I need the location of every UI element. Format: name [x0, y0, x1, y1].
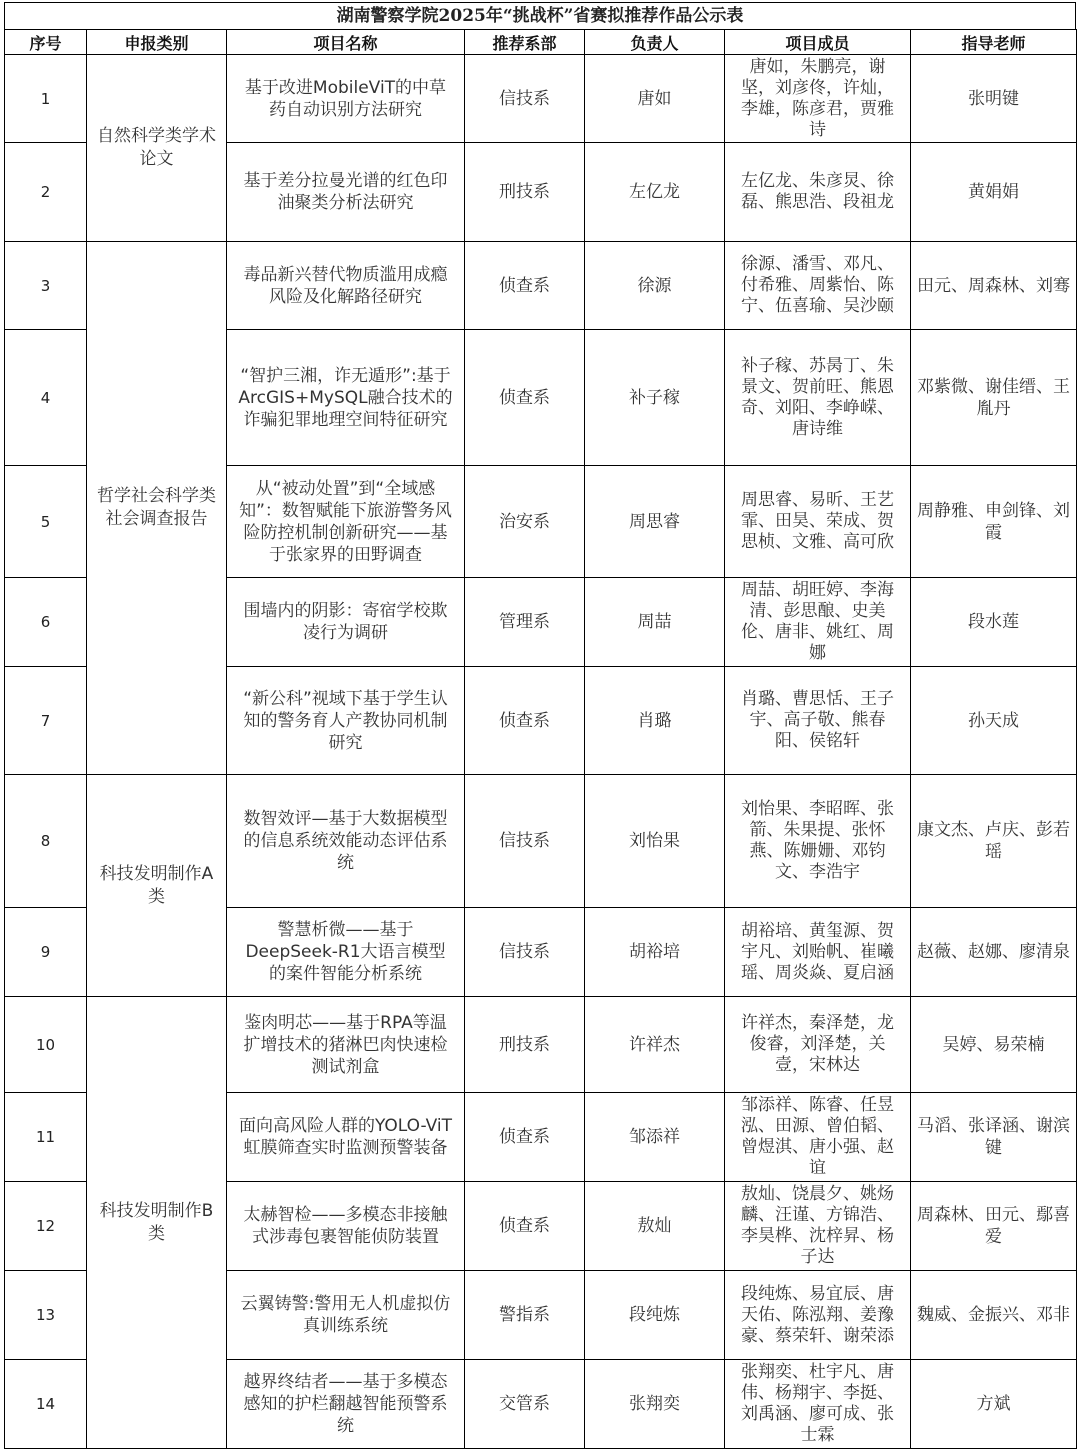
leader-cell: 邹添祥: [585, 1093, 725, 1182]
header-project-name: 项目名称: [227, 30, 465, 55]
header-row: [5, 30, 1077, 55]
members-cell: 补子稼、苏昺丁、朱景文、贺前旺、熊恩奇、刘阳、李峥嵘、唐诗维: [725, 330, 911, 466]
members-cell: 胡裕培、黄玺源、贺宇凡、刘贻帆、崔曦瑶、周炎焱、夏启涵: [725, 908, 911, 997]
announcement-sheet: [4, 2, 1076, 1449]
advisor-cell: 周森林、田元、鄢喜爱: [911, 1182, 1077, 1271]
leader-cell: 唐如: [585, 55, 725, 143]
table-title: 湖南警察学院2025年“挑战杯”省赛拟推荐作品公示表: [4, 2, 1076, 29]
department-cell: 侦查系: [465, 667, 585, 775]
advisor-cell: 周静雅、申剑锋、刘霞: [911, 466, 1077, 578]
leader-cell: 周喆: [585, 578, 725, 667]
serial-cell: 12: [5, 1182, 87, 1271]
department-cell: 刑技系: [465, 997, 585, 1093]
members-cell: 许祥杰，秦泽楚，龙俊睿，刘泽楚，关壹，宋林达: [725, 997, 911, 1093]
members-cell: 张翔奕、杜宇凡、唐伟、杨翔宇、李挺、刘禹涵、廖可成、张士霖: [725, 1360, 911, 1449]
header-department: 推荐系部: [465, 30, 585, 55]
leader-cell: 周思睿: [585, 466, 725, 578]
project-name-cell: 基于差分拉曼光谱的红色印油聚类分析法研究: [227, 143, 465, 242]
category-cell: 科技发明制作A类: [87, 775, 227, 997]
department-cell: 信技系: [465, 775, 585, 908]
department-cell: 刑技系: [465, 143, 585, 242]
advisor-cell: 邓紫微、谢佳缙、王胤丹: [911, 330, 1077, 466]
header-serial: 序号: [5, 30, 87, 55]
department-cell: 信技系: [465, 55, 585, 143]
advisor-cell: 田元、周森林、刘骞: [911, 242, 1077, 330]
project-name-cell: 太赫智检——多模态非接触式涉毒包裹智能侦防装置: [227, 1182, 465, 1271]
department-cell: 治安系: [465, 466, 585, 578]
table-row: [5, 242, 1077, 330]
project-name-cell: 鉴肉明芯——基于RPA等温扩增技术的猪淋巴肉快速检测试剂盒: [227, 997, 465, 1093]
serial-cell: 4: [5, 330, 87, 466]
serial-cell: 1: [5, 55, 87, 143]
advisor-cell: 康文杰、卢庆、彭若瑶: [911, 775, 1077, 908]
leader-cell: 胡裕培: [585, 908, 725, 997]
advisor-cell: 张明键: [911, 55, 1077, 143]
project-name-cell: 面向高风险人群的YOLO-ViT虹膜筛查实时监测预警装备: [227, 1093, 465, 1182]
project-name-cell: “智护三湘，诈无遁形”:基于ArcGIS+MySQL融合技术的诈骗犯罪地理空间特征研究: [227, 330, 465, 466]
project-name-cell: 云翼铸警:警用无人机虚拟仿真训练系统: [227, 1271, 465, 1360]
advisor-cell: 段水莲: [911, 578, 1077, 667]
header-members: 项目成员: [725, 30, 911, 55]
department-cell: 侦查系: [465, 242, 585, 330]
category-cell: 哲学社会科学类社会调查报告: [87, 242, 227, 775]
advisor-cell: 魏威、金振兴、邓非: [911, 1271, 1077, 1360]
members-cell: 刘怡果、李昭晖、张箭、朱果提、张怀燕、陈姗姗、邓钧文、李浩宇: [725, 775, 911, 908]
serial-cell: 6: [5, 578, 87, 667]
members-cell: 肖璐、曹思恬、王子宇、高子敬、熊春阳、侯铭轩: [725, 667, 911, 775]
advisor-cell: 孙天成: [911, 667, 1077, 775]
serial-cell: 8: [5, 775, 87, 908]
members-cell: 唐如，朱鹏亮，谢坚，刘彦佟，许灿，李雄，陈彦君，贾雅诗: [725, 55, 911, 143]
advisor-cell: 方斌: [911, 1360, 1077, 1449]
members-cell: 左亿龙、朱彦炅、徐磊、熊思浩、段祖龙: [725, 143, 911, 242]
project-name-cell: “新公科”视域下基于学生认知的警务育人产教协同机制研究: [227, 667, 465, 775]
members-cell: 邹添祥、陈睿、任昱泓、田源、曾伯韬、曾煜淇、唐小强、赵谊: [725, 1093, 911, 1182]
department-cell: 侦查系: [465, 330, 585, 466]
advisor-cell: 黄娟娟: [911, 143, 1077, 242]
table-row: [5, 997, 1077, 1093]
leader-cell: 许祥杰: [585, 997, 725, 1093]
advisor-cell: 马滔、张译涵、谢滨键: [911, 1093, 1077, 1182]
members-cell: 徐源、潘雪、邓凡、付希雅、周紫怡、陈宁、伍喜瑜、吴沙颐: [725, 242, 911, 330]
project-table: [4, 29, 1077, 1449]
table-row: [5, 775, 1077, 908]
leader-cell: 补子稼: [585, 330, 725, 466]
serial-cell: 7: [5, 667, 87, 775]
serial-cell: 13: [5, 1271, 87, 1360]
leader-cell: 刘怡果: [585, 775, 725, 908]
serial-cell: 3: [5, 242, 87, 330]
leader-cell: 张翔奕: [585, 1360, 725, 1449]
serial-cell: 11: [5, 1093, 87, 1182]
header-advisor: 指导老师: [911, 30, 1077, 55]
category-cell: 科技发明制作B类: [87, 997, 227, 1449]
leader-cell: 左亿龙: [585, 143, 725, 242]
serial-cell: 2: [5, 143, 87, 242]
serial-cell: 9: [5, 908, 87, 997]
project-name-cell: 警慧析微——基于DeepSeek-R1大语言模型的案件智能分析系统: [227, 908, 465, 997]
header-category: 申报类别: [87, 30, 227, 55]
advisor-cell: 赵薇、赵娜、廖清泉: [911, 908, 1077, 997]
serial-cell: 5: [5, 466, 87, 578]
department-cell: 信技系: [465, 908, 585, 997]
department-cell: 管理系: [465, 578, 585, 667]
serial-cell: 10: [5, 997, 87, 1093]
advisor-cell: 吴婷、易荣楠: [911, 997, 1077, 1093]
project-name-cell: 数智效评—基于大数据模型的信息系统效能动态评估系统: [227, 775, 465, 908]
table-row: [5, 55, 1077, 143]
department-cell: 警指系: [465, 1271, 585, 1360]
leader-cell: 肖璐: [585, 667, 725, 775]
leader-cell: 徐源: [585, 242, 725, 330]
department-cell: 侦查系: [465, 1093, 585, 1182]
department-cell: 侦查系: [465, 1182, 585, 1271]
members-cell: 周思睿、易昕、王艺霏、田昊、荣成、贺思桢、文雅、高可欣: [725, 466, 911, 578]
header-leader: 负责人: [585, 30, 725, 55]
serial-cell: 14: [5, 1360, 87, 1449]
project-name-cell: 越界终结者——基于多模态感知的护栏翻越智能预警系统: [227, 1360, 465, 1449]
leader-cell: 敖灿: [585, 1182, 725, 1271]
project-name-cell: 毒品新兴替代物质滥用成瘾风险及化解路径研究: [227, 242, 465, 330]
project-name-cell: 围墙内的阴影：寄宿学校欺凌行为调研: [227, 578, 465, 667]
department-cell: 交管系: [465, 1360, 585, 1449]
members-cell: 敖灿、饶晨夕、姚炀麟、汪谨、方锦浩、李昊桦、沈梓昇、杨子达: [725, 1182, 911, 1271]
project-name-cell: 从“被动处置”到“全域感知”：数智赋能下旅游警务风险防控机制创新研究——基于张家界的田野调查: [227, 466, 465, 578]
members-cell: 段纯炼、易宜辰、唐天佑、陈泓翔、姜豫豪、蔡荣轩、谢荣添: [725, 1271, 911, 1360]
leader-cell: 段纯炼: [585, 1271, 725, 1360]
category-cell: 自然科学类学术论文: [87, 55, 227, 242]
members-cell: 周喆、胡旺婷、李海清、彭思酿、史美伦、唐非、姚红、周娜: [725, 578, 911, 667]
project-name-cell: 基于改进MobileViT的中草药自动识别方法研究: [227, 55, 465, 143]
